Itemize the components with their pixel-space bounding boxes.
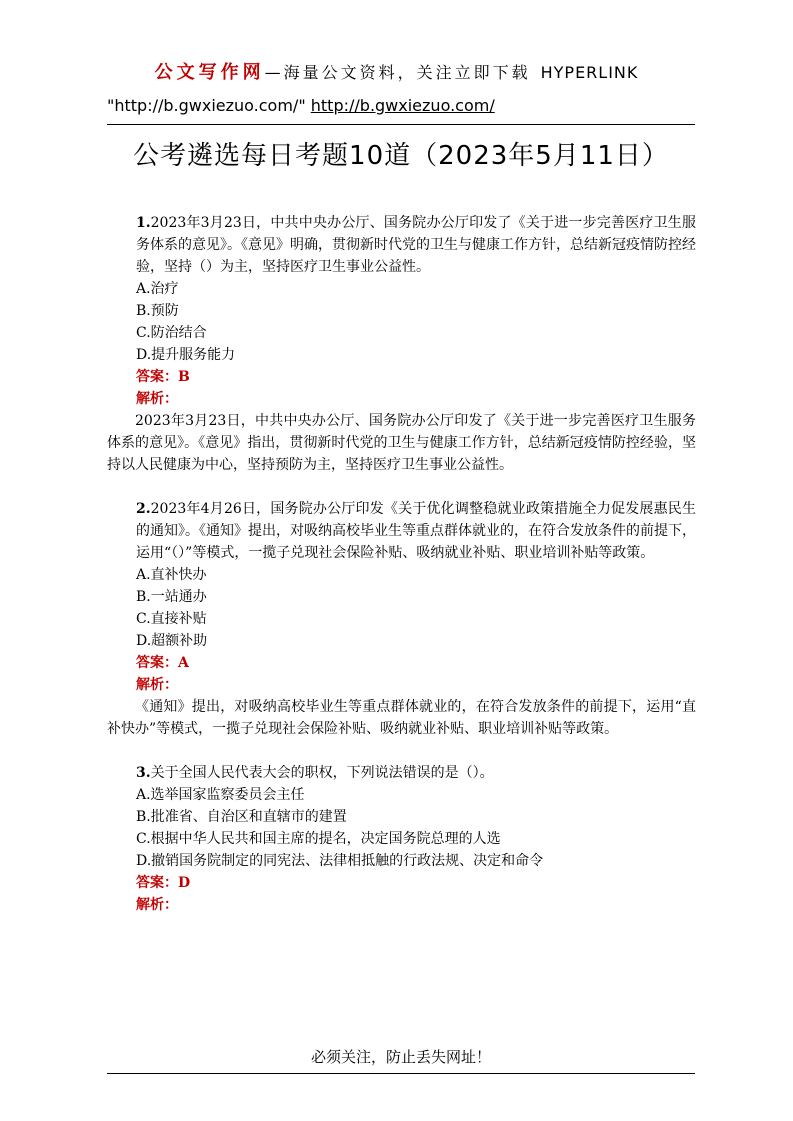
page-header: [0, 58, 793, 84]
option-d: D.超额补助: [136, 633, 208, 649]
option-d: D.撤销国务院制定的同宪法、法律相抵触的行政法规、决定和命令: [136, 853, 544, 869]
option-c: C.防治结合: [136, 325, 207, 341]
analysis-label: 解析：: [136, 391, 178, 407]
footer-divider: [107, 1073, 695, 1074]
question-list: [107, 212, 696, 916]
hyperlink-word: HYPERLINK: [540, 63, 639, 82]
option-c: C.直接补贴: [136, 611, 207, 627]
option-a: A.治疗: [136, 281, 179, 297]
question-stem: [136, 212, 696, 278]
option-b: B.预防: [136, 303, 179, 319]
analysis-label: 解析：: [136, 677, 178, 693]
option-a: A.直补快办: [136, 567, 207, 583]
header-link[interactable]: http://b.gwxiezuo.com/: [310, 96, 495, 115]
header-link-quoted: "http://b.gwxiezuo.com/": [107, 96, 306, 115]
option-d: D.提升服务能力: [136, 347, 236, 363]
question-1: [107, 212, 696, 476]
analysis-text: 《通知》提出，对吸纳高校毕业生等重点群体就业的，在符合发放条件的前提下，运用“直补快办”等模式，一揽子兑现社会保险补贴、吸纳就业补贴、职业培训补贴等政策。: [107, 699, 696, 737]
analysis-label: 解析：: [136, 897, 178, 913]
brand-name[interactable]: 公文写作网: [154, 62, 265, 83]
header-link-line: [107, 96, 495, 115]
question-stem: [136, 498, 696, 564]
question-text: 2023年3月23日，中共中央办公厅、国务院办公厅印发了《关于进一步完善医疗卫生服务体系的意见》。《意见》明确，贯彻新时代党的卫生与健康工作方针，总结新冠疫情防控经验，坚持（）为主，坚持医疗卫生事业公益性。: [136, 215, 696, 275]
question-3: [136, 762, 696, 916]
question-stem: [136, 762, 696, 784]
option-c: C.根据中华人民共和国主席的提名，决定国务院总理的人选: [136, 831, 501, 847]
option-a: A.选举国家监察委员会主任: [136, 787, 305, 803]
analysis-text: 2023年3月23日，中共中央办公厅、国务院办公厅印发了《关于进一步完善医疗卫生服务体系的意见》。《意见》指出，贯彻新时代党的卫生与健康工作方针，总结新冠疫情防控经验，坚持以人民健康为中心，坚持预防为主，坚持医疗卫生事业公益性。: [107, 413, 696, 473]
header-tagline: —海量公文资料，关注立即下载: [264, 63, 531, 82]
question-number: 2.: [136, 501, 151, 517]
question-text: 关于全国人民代表大会的职权，下列说法错误的是（）。: [150, 765, 494, 781]
option-b: B.一站通办: [136, 589, 207, 605]
header-divider: [107, 124, 695, 125]
footer-notice: 必须关注，防止丢失网址！: [310, 1048, 491, 1066]
question-number: 1.: [136, 215, 151, 231]
question-2: [107, 498, 696, 740]
question-text: 2023年4月26日，国务院办公厅印发《关于优化调整稳就业政策措施全力促发展惠民生的通知》。《通知》提出，对吸纳高校毕业生等重点群体就业的，在符合发放条件的前提下，运用“（）”等模式，一揽子兑现社会保险补贴、吸纳就业补贴、职业培训补贴等政策。: [136, 501, 696, 561]
answer: 答案：D: [136, 875, 191, 891]
answer: 答案：A: [136, 655, 189, 671]
answer: 答案：B: [136, 369, 190, 385]
question-number: 3.: [136, 765, 151, 781]
page-title: 公考遴选每日考题10道（2023年5月11日）: [133, 141, 669, 171]
option-b: B.批准省、自治区和直辖市的建置: [136, 809, 347, 825]
